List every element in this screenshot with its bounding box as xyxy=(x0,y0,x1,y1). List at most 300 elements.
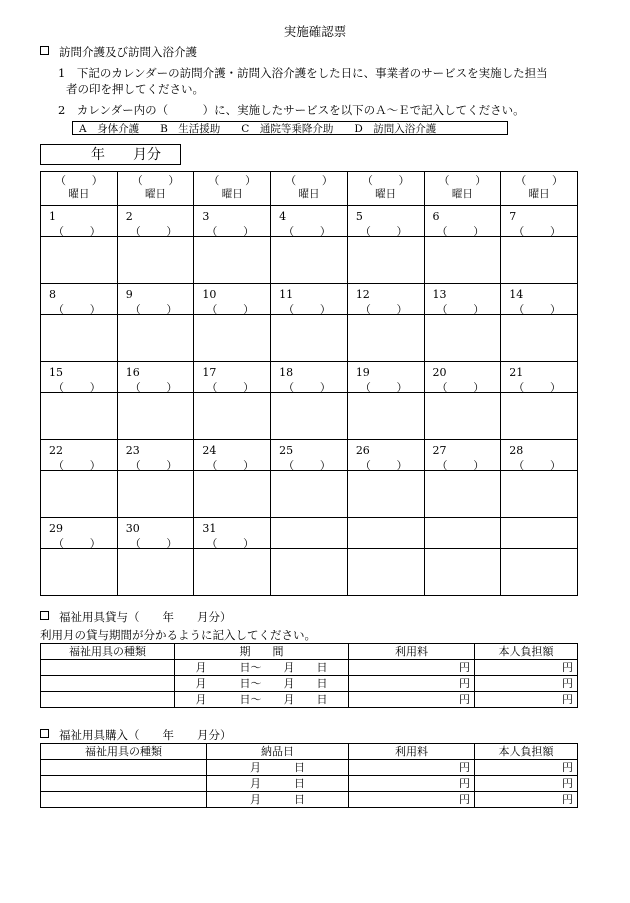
close-paren: ） xyxy=(166,459,178,472)
service-code-paren[interactable] xyxy=(348,223,424,236)
open-paren: （ xyxy=(513,381,525,394)
day-cell xyxy=(117,362,194,393)
day-number: 13 xyxy=(432,288,447,301)
day-number: 22 xyxy=(49,444,63,457)
stamp-cell[interactable] xyxy=(41,471,118,518)
open-paren: （ xyxy=(513,225,525,238)
copay-cell[interactable]: 円 xyxy=(475,792,578,808)
service-code-paren[interactable] xyxy=(41,535,117,548)
stamp-cell[interactable] xyxy=(41,315,118,362)
empty-day-cell xyxy=(271,518,348,549)
close-paren: ） xyxy=(473,225,485,238)
weekday-header-cell xyxy=(424,172,501,206)
month-label: 月分 xyxy=(133,147,161,163)
close-paren: ） xyxy=(91,174,103,187)
stamp-cell[interactable] xyxy=(117,237,194,284)
copay-cell[interactable]: 円 xyxy=(475,660,578,676)
close-paren: ） xyxy=(321,174,333,187)
close-paren: ） xyxy=(319,225,331,238)
equipment-type-cell[interactable] xyxy=(41,776,207,792)
close-paren: ） xyxy=(550,303,561,316)
day-number: 15 xyxy=(49,366,63,379)
day-cell xyxy=(501,440,578,471)
rental-note: 利用月の貸与期間が分かるように記入してください。 xyxy=(40,628,316,642)
stamp-row xyxy=(41,549,578,596)
close-paren: ） xyxy=(552,174,563,187)
close-paren: ） xyxy=(473,459,485,472)
stamp-cell[interactable] xyxy=(347,471,424,518)
open-paren: （ xyxy=(129,459,141,472)
stamp-cell[interactable] xyxy=(424,237,501,284)
close-paren: ） xyxy=(396,303,408,316)
open-paren: （ xyxy=(53,537,64,550)
weekday-label: 曜日 xyxy=(298,188,320,200)
open-paren: （ xyxy=(513,459,525,472)
stamp-cell[interactable] xyxy=(424,315,501,362)
open-paren: （ xyxy=(283,225,295,238)
service-code-paren[interactable] xyxy=(501,223,577,236)
table-row xyxy=(41,660,578,676)
stamp-cell[interactable] xyxy=(501,315,578,362)
stamp-cell[interactable] xyxy=(41,237,118,284)
day-cell xyxy=(41,362,118,393)
day-number: 4 xyxy=(279,210,287,223)
open-paren: （ xyxy=(436,225,448,238)
day-cell xyxy=(117,440,194,471)
stamp-cell[interactable] xyxy=(117,315,194,362)
empty-stamp-cell xyxy=(424,549,501,596)
checkbox-icon xyxy=(40,46,49,55)
col-equipment-type: 福祉用具の種類 xyxy=(41,644,175,660)
service-code-paren[interactable] xyxy=(348,172,424,187)
weekday-header-cell xyxy=(41,172,118,206)
open-paren: （ xyxy=(513,303,525,316)
service-code-paren[interactable] xyxy=(271,379,347,392)
day-cell xyxy=(117,518,194,549)
day-cell xyxy=(194,518,271,549)
col-delivery-date: 納品日 xyxy=(207,744,349,760)
weekday-label: 曜日 xyxy=(145,188,167,200)
empty-day-cell xyxy=(424,518,501,549)
stamp-cell[interactable] xyxy=(117,549,194,596)
fee-cell[interactable]: 円 xyxy=(349,676,475,692)
open-paren: （ xyxy=(53,225,64,238)
stamp-cell[interactable] xyxy=(194,315,271,362)
service-code-paren[interactable] xyxy=(425,457,501,470)
day-cell xyxy=(194,284,271,315)
day-cell xyxy=(347,440,424,471)
day-cell xyxy=(194,206,271,237)
service-code-paren[interactable] xyxy=(348,301,424,314)
service-code-paren[interactable] xyxy=(194,457,270,470)
day-number: 12 xyxy=(355,288,370,301)
stamp-cell[interactable] xyxy=(41,549,118,596)
stamp-cell[interactable] xyxy=(271,471,348,518)
day-cell xyxy=(117,284,194,315)
week-row xyxy=(41,206,578,237)
empty-stamp-cell xyxy=(271,549,348,596)
day-cell xyxy=(271,284,348,315)
close-paren: ） xyxy=(319,303,331,316)
instruction-2: 2 カレンダー内の（ ）に、実施したサービスを以下のＡ～Ｅで記入してください。 xyxy=(58,103,525,117)
service-code-paren[interactable] xyxy=(501,301,577,314)
service-code-paren[interactable] xyxy=(194,301,270,314)
col-fee: 利用料 xyxy=(349,744,475,760)
weekday-header-cell xyxy=(117,172,194,206)
close-paren: ） xyxy=(89,303,101,316)
stamp-cell[interactable] xyxy=(271,393,348,440)
day-cell xyxy=(347,206,424,237)
weekday-header-cell xyxy=(271,172,348,206)
close-paren: ） xyxy=(89,381,101,394)
close-paren: ） xyxy=(89,225,101,238)
service-code-paren[interactable] xyxy=(118,457,194,470)
service-code-paren[interactable] xyxy=(271,301,347,314)
stamp-cell[interactable] xyxy=(347,315,424,362)
empty-day-cell xyxy=(501,518,578,549)
section-heading-purchase xyxy=(40,727,232,743)
service-code-paren[interactable] xyxy=(501,172,577,187)
stamp-cell[interactable] xyxy=(194,237,271,284)
stamp-row xyxy=(41,471,578,518)
purchase-header-row xyxy=(41,744,578,760)
weekday-label: 曜日 xyxy=(68,188,90,200)
weekday-header-cell xyxy=(501,172,578,206)
day-cell xyxy=(271,440,348,471)
service-code-paren[interactable] xyxy=(271,223,347,236)
stamp-cell[interactable] xyxy=(271,237,348,284)
rental-heading-text: 福祉用具貸与（ 年 月分） xyxy=(59,610,232,624)
day-number: 30 xyxy=(125,522,140,535)
open-paren: （ xyxy=(129,303,141,316)
service-code-paren[interactable] xyxy=(271,172,347,187)
fee-cell[interactable]: 円 xyxy=(349,760,475,776)
service-code-paren[interactable] xyxy=(41,301,117,314)
close-paren: ） xyxy=(166,303,178,316)
day-number: 16 xyxy=(125,366,140,379)
service-code-paren[interactable] xyxy=(348,457,424,470)
service-code-paren[interactable] xyxy=(118,535,194,548)
close-paren: ） xyxy=(550,381,561,394)
open-paren: （ xyxy=(206,537,218,550)
close-paren: ） xyxy=(396,225,408,238)
copay-cell[interactable]: 円 xyxy=(475,760,578,776)
service-code-paren[interactable] xyxy=(501,379,577,392)
copay-cell[interactable]: 円 xyxy=(475,692,578,708)
open-paren: （ xyxy=(53,459,64,472)
close-paren: ） xyxy=(243,303,255,316)
day-number: 31 xyxy=(202,522,217,535)
service-code-legend: A 身体介護 B 生活援助 C 通院等乗降介助 D 訪問入浴介護 xyxy=(72,121,508,135)
table-row xyxy=(41,792,578,808)
close-paren: ） xyxy=(168,174,180,187)
close-paren: ） xyxy=(396,381,408,394)
day-cell xyxy=(41,284,118,315)
open-paren: （ xyxy=(208,174,220,187)
year-label: 年 xyxy=(91,147,105,163)
fee-cell[interactable]: 円 xyxy=(349,660,475,676)
close-paren: ） xyxy=(396,459,408,472)
day-number: 23 xyxy=(125,444,140,457)
open-paren: （ xyxy=(206,225,218,238)
empty-stamp-cell xyxy=(501,549,578,596)
day-cell xyxy=(424,206,501,237)
day-cell xyxy=(271,206,348,237)
instruction-1-line-2: 者の印を押してください。 xyxy=(66,82,204,96)
open-paren: （ xyxy=(129,537,141,550)
equipment-type-cell[interactable] xyxy=(41,792,207,808)
day-number: 20 xyxy=(432,366,447,379)
service-code-paren[interactable] xyxy=(348,379,424,392)
open-paren: （ xyxy=(53,381,64,394)
stamp-cell[interactable] xyxy=(271,315,348,362)
close-paren: ） xyxy=(473,303,485,316)
stamp-cell[interactable] xyxy=(347,393,424,440)
open-paren: （ xyxy=(438,174,450,187)
day-number: 3 xyxy=(202,210,210,223)
week-row xyxy=(41,362,578,393)
section-heading-text: 訪問介護及び訪問入浴介護 xyxy=(59,45,197,59)
stamp-row xyxy=(41,237,578,284)
day-number: 2 xyxy=(125,210,133,223)
table-row xyxy=(41,776,578,792)
open-paren: （ xyxy=(206,459,218,472)
open-paren: （ xyxy=(436,303,448,316)
equipment-type-cell[interactable] xyxy=(41,760,207,776)
weekday-label: 曜日 xyxy=(221,188,243,200)
week-row xyxy=(41,284,578,315)
day-cell xyxy=(41,440,118,471)
weekday-label: 曜日 xyxy=(451,188,473,200)
day-cell xyxy=(501,206,578,237)
equipment-type-cell[interactable] xyxy=(41,676,175,692)
open-paren: （ xyxy=(359,225,371,238)
service-code-paren[interactable] xyxy=(118,223,194,236)
stamp-row xyxy=(41,393,578,440)
open-paren: （ xyxy=(283,459,295,472)
stamp-cell[interactable] xyxy=(501,237,578,284)
day-cell xyxy=(271,362,348,393)
service-code-paren[interactable] xyxy=(118,172,194,187)
close-paren: ） xyxy=(166,381,178,394)
service-code-paren[interactable] xyxy=(41,457,117,470)
close-paren: ） xyxy=(245,174,257,187)
day-cell xyxy=(41,518,118,549)
close-paren: ） xyxy=(243,537,255,550)
copay-cell[interactable]: 円 xyxy=(475,676,578,692)
day-cell xyxy=(501,284,578,315)
day-number: 9 xyxy=(125,288,133,301)
service-code-paren[interactable] xyxy=(501,457,577,470)
day-cell xyxy=(347,362,424,393)
stamp-cell[interactable] xyxy=(424,471,501,518)
week-row xyxy=(41,440,578,471)
period-cell[interactable]: 月 日～ 月 日 xyxy=(175,676,349,692)
service-code-paren[interactable] xyxy=(425,379,501,392)
open-paren: （ xyxy=(361,174,373,187)
section-heading-home-care xyxy=(40,44,197,60)
close-paren: ） xyxy=(243,459,255,472)
day-number: 11 xyxy=(279,288,294,301)
open-paren: （ xyxy=(285,174,297,187)
fee-cell[interactable]: 円 xyxy=(349,792,475,808)
service-code-paren[interactable] xyxy=(194,223,270,236)
col-copay: 本人負担額 xyxy=(475,644,578,660)
delivery-date-cell[interactable]: 月 日 xyxy=(207,760,349,776)
close-paren: ） xyxy=(473,381,485,394)
col-fee: 利用料 xyxy=(349,644,475,660)
close-paren: ） xyxy=(319,459,331,472)
open-paren: （ xyxy=(359,381,371,394)
close-paren: ） xyxy=(319,381,331,394)
day-cell xyxy=(424,440,501,471)
service-code-paren[interactable] xyxy=(41,223,117,236)
service-code-paren[interactable] xyxy=(41,172,117,187)
service-code-paren[interactable] xyxy=(194,535,270,548)
close-paren: ） xyxy=(398,174,410,187)
col-equipment-type: 福祉用具の種類 xyxy=(41,744,207,760)
stamp-cell[interactable] xyxy=(194,393,271,440)
fee-cell[interactable]: 円 xyxy=(349,776,475,792)
open-paren: （ xyxy=(283,381,295,394)
service-code-paren[interactable] xyxy=(194,379,270,392)
open-paren: （ xyxy=(131,174,143,187)
stamp-cell[interactable] xyxy=(117,393,194,440)
day-cell xyxy=(117,206,194,237)
equipment-type-cell[interactable] xyxy=(41,692,175,708)
table-row xyxy=(41,676,578,692)
day-number: 25 xyxy=(279,444,294,457)
day-cell xyxy=(501,362,578,393)
period-cell[interactable]: 月 日～ 月 日 xyxy=(175,692,349,708)
day-cell xyxy=(41,206,118,237)
service-code-paren[interactable] xyxy=(425,223,501,236)
stamp-cell[interactable] xyxy=(41,393,118,440)
day-number: 8 xyxy=(49,288,56,301)
delivery-date-cell[interactable]: 月 日 xyxy=(207,792,349,808)
day-number: 29 xyxy=(49,522,63,535)
day-number: 10 xyxy=(202,288,217,301)
copay-cell[interactable]: 円 xyxy=(475,776,578,792)
calendar-table xyxy=(40,171,578,596)
stamp-cell[interactable] xyxy=(194,471,271,518)
day-number: 21 xyxy=(509,366,524,379)
service-code-paren[interactable] xyxy=(118,379,194,392)
day-number: 28 xyxy=(509,444,524,457)
table-row xyxy=(41,692,578,708)
service-code-paren[interactable] xyxy=(271,457,347,470)
close-paren: ） xyxy=(89,537,101,550)
empty-stamp-cell xyxy=(347,549,424,596)
day-cell xyxy=(424,284,501,315)
col-copay: 本人負担額 xyxy=(475,744,578,760)
open-paren: （ xyxy=(129,381,141,394)
period-cell[interactable]: 月 日～ 月 日 xyxy=(175,660,349,676)
close-paren: ） xyxy=(243,381,255,394)
open-paren: （ xyxy=(515,174,527,187)
stamp-cell[interactable] xyxy=(424,393,501,440)
day-number: 17 xyxy=(202,366,217,379)
stamp-cell[interactable] xyxy=(501,471,578,518)
open-paren: （ xyxy=(206,303,218,316)
day-number: 14 xyxy=(509,288,524,301)
day-number: 27 xyxy=(432,444,447,457)
stamp-cell[interactable] xyxy=(501,393,578,440)
day-cell xyxy=(194,362,271,393)
rental-header-row xyxy=(41,644,578,660)
open-paren: （ xyxy=(436,459,448,472)
weekday-header-cell xyxy=(194,172,271,206)
weekday-header-cell xyxy=(347,172,424,206)
instruction-1-line-1: 1 下記のカレンダーの訪問介護・訪問入浴介護をした日に、事業者のサービスを実施した担当 xyxy=(58,66,548,80)
close-paren: ） xyxy=(475,174,487,187)
service-code-paren[interactable] xyxy=(41,379,117,392)
weekday-label: 曜日 xyxy=(375,188,397,200)
day-number: 18 xyxy=(279,366,294,379)
open-paren: （ xyxy=(283,303,295,316)
table-row xyxy=(41,760,578,776)
open-paren: （ xyxy=(359,303,371,316)
service-code-paren[interactable] xyxy=(118,301,194,314)
purchase-heading-text: 福祉用具購入（ 年 月分） xyxy=(59,728,232,742)
open-paren: （ xyxy=(129,225,141,238)
day-number: 24 xyxy=(202,444,217,457)
year-month-box xyxy=(40,144,181,165)
close-paren: ） xyxy=(550,459,561,472)
day-number: 7 xyxy=(509,210,517,223)
fee-cell[interactable]: 円 xyxy=(349,692,475,708)
close-paren: ） xyxy=(550,225,561,238)
open-paren: （ xyxy=(53,303,64,316)
open-paren: （ xyxy=(436,381,448,394)
day-number: 19 xyxy=(355,366,370,379)
close-paren: ） xyxy=(89,459,101,472)
open-paren: （ xyxy=(359,459,371,472)
day-number: 26 xyxy=(355,444,370,457)
close-paren: ） xyxy=(166,537,178,550)
service-code-paren[interactable] xyxy=(425,301,501,314)
weekday-header-row xyxy=(41,172,578,206)
day-number: 5 xyxy=(355,210,363,223)
close-paren: ） xyxy=(166,225,178,238)
week-row xyxy=(41,518,578,549)
weekday-label: 曜日 xyxy=(528,188,550,200)
rental-table xyxy=(40,643,578,708)
stamp-cell[interactable] xyxy=(194,549,271,596)
page-title: 実施確認票 xyxy=(283,24,347,39)
service-code-paren[interactable] xyxy=(194,172,270,187)
delivery-date-cell[interactable]: 月 日 xyxy=(207,776,349,792)
stamp-cell[interactable] xyxy=(117,471,194,518)
open-paren: （ xyxy=(206,381,218,394)
purchase-table xyxy=(40,743,578,808)
stamp-row xyxy=(41,315,578,362)
day-cell xyxy=(194,440,271,471)
service-code-paren[interactable] xyxy=(425,172,501,187)
equipment-type-cell[interactable] xyxy=(41,660,175,676)
checkbox-icon xyxy=(40,611,49,620)
empty-day-cell xyxy=(347,518,424,549)
day-cell xyxy=(424,362,501,393)
section-heading-rental xyxy=(40,609,232,625)
day-number: 1 xyxy=(49,210,56,223)
open-paren: （ xyxy=(55,174,66,187)
stamp-cell[interactable] xyxy=(347,237,424,284)
day-cell xyxy=(347,284,424,315)
col-period: 期 間 xyxy=(175,644,349,660)
checkbox-icon xyxy=(40,729,49,738)
day-number: 6 xyxy=(432,210,440,223)
